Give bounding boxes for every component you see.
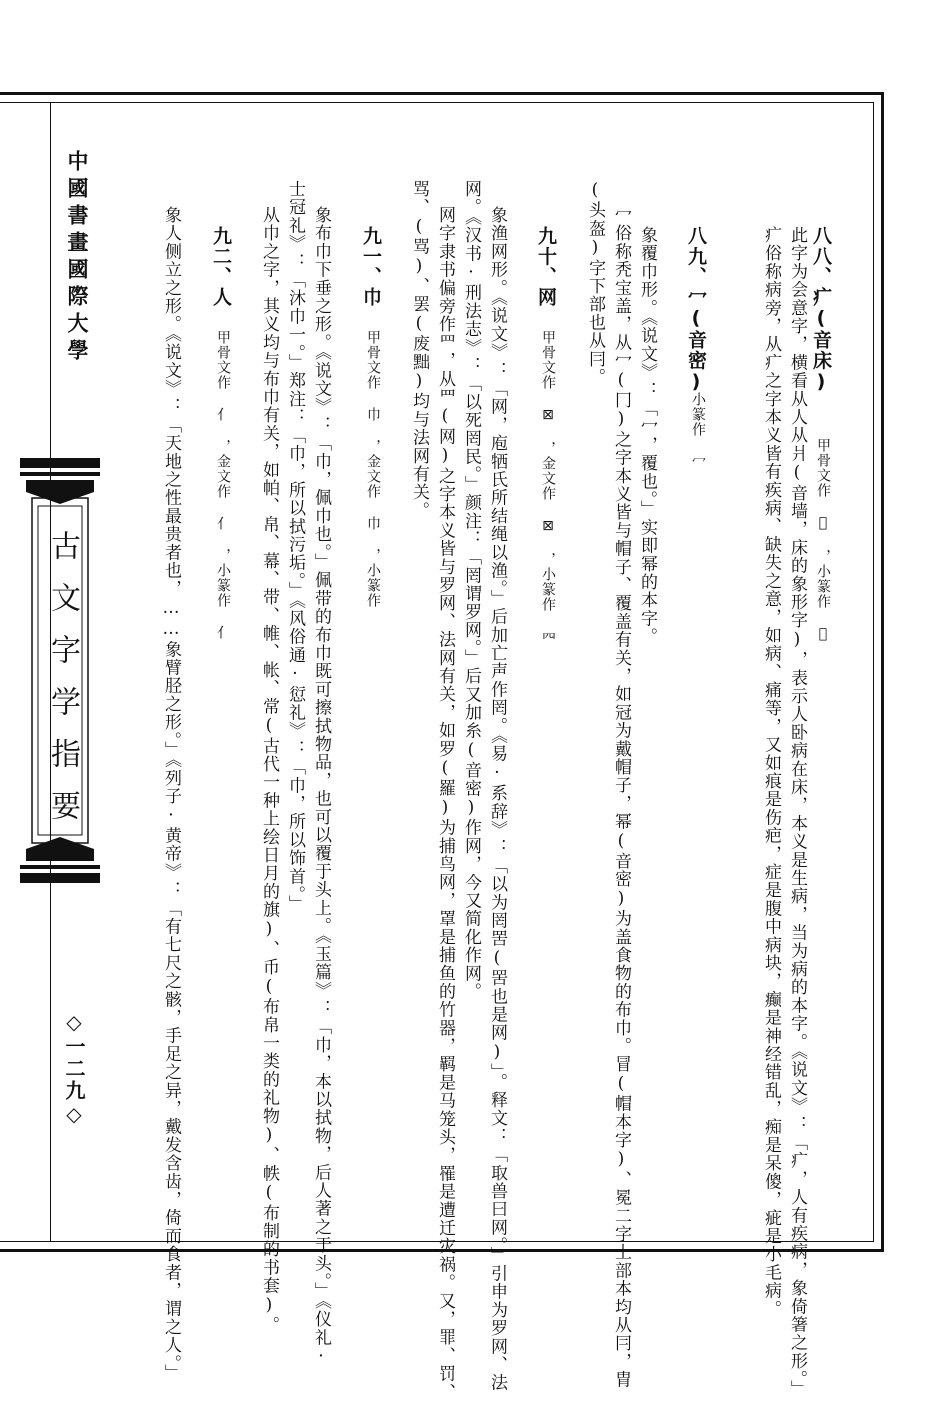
entry-forms: 甲骨文作 巾 ，金文作 巾 ，小篆作 [365,330,381,608]
entry-heading: 九二、人 [210,226,232,307]
entry-text-line: 象渔网形。《说文》：「网，庖牺氏所结绳以渔。」后加亡声作罔。《易·系辞》：「以为罔罟(罟也是网)」。释文：「取兽曰网。」引申为罗网、法 [487,206,507,1392]
entry-text-line: 此字为会意字，横看从人从爿(音墙，床的象形字)，表示人卧病在床，本义是生病，当为病的本字。《说文》：「疒，人有疾病，象倚箸之形。」 [787,226,807,1398]
entry-text-line: 冖俗称秃宝盖，从冖(冂)之字本义皆与帽子、覆盖有关，如冠为戴帽子，幂(音密)为盖食物的布巾。冒(帽本字)、冕二字上部本均从冃，胄 [611,206,631,1389]
book-title: 古文字学指要 [45,530,80,842]
entry-text-line: 象人侧立之形。《说文》：「天地之性最贵者也，……象臂胫之形。」《列子·黄帝》：「有七尺之骸，手足之异，戴发含齿，倚而食者，谓之人。」 [161,206,181,1383]
entry-text-line: 骂、(骂)、罢(废黜)均与法网有关。 [409,180,429,520]
entry-forms: 甲骨文作 亻 ，金文作 亻 ，小篆作 亻 [215,330,231,640]
entry-text-line: 疒俗称病旁，从疒之字本义皆有疾病、缺失之意，如病、痛等，又如痕是伤疤，症是腹中病块，癫是神经错乱，痴是呆傻，疵是小毛病。 [761,226,781,1318]
entry-text-line: 象布巾下垂之形。《说文》：「巾，佩巾也。」佩带的布巾既可擦拭物品，也可以覆于头上。《玉篇》：「巾，本以拭物，后人著之于头。」《仪礼· [311,206,331,1368]
entry-forms: 甲骨文作 ⊠ ，金文作 ⊠ ，小篆作 𦉪 [540,330,556,644]
entry-text-line: 从巾之字，其义均与布巾有关，如帕、帛、幕、带、帷、帐、常(古代一种上绘日月的旗)、币(布帛一类的礼物)、帙(布制的书套)。 [259,206,279,1335]
entry-forms: 甲骨文作 𤕫 ，小篆作 𤕫 [815,438,831,643]
entry-text-line: 网字隶书偏旁作罒，从罒(网)之字本义皆与罗网、法网有关，如罗(羅)为捕鸟网，罩是捕鱼的竹器，羁是马笼头，罹是遭迁灾祸。又，罪、罚、 [435,206,455,1401]
entry-text-line: (头盔)字下部也从冃。 [585,180,605,387]
page-number: ◇一二九◇ [62,1010,86,1128]
entry-forms: 小篆作 冖 [690,392,706,469]
entry-heading: 九十、网 [535,226,557,307]
entry-text-line: 象覆巾形。《说文》：「冖，覆也。」实即幂的本字。 [637,226,657,646]
entry-text-line: 士冠礼》：「沐巾一。」郑注：「巾，所以拭污垢。」《风俗通·愆礼》：「巾，所以饰首。」 [285,180,305,914]
entry-text-line: 网。《汉书·刑法志》：「以死罔民。」颜注：「罔谓罗网。」后又加糸(音密)作网，今又简化作网。 [461,180,481,1001]
university-name: 中國書畫國際大學 [65,150,89,366]
entry-heading: 八九、冖(音密) [685,226,707,394]
entry-heading: 九一、巾 [360,226,382,307]
entry-heading: 八八、疒(音床) [810,226,832,394]
